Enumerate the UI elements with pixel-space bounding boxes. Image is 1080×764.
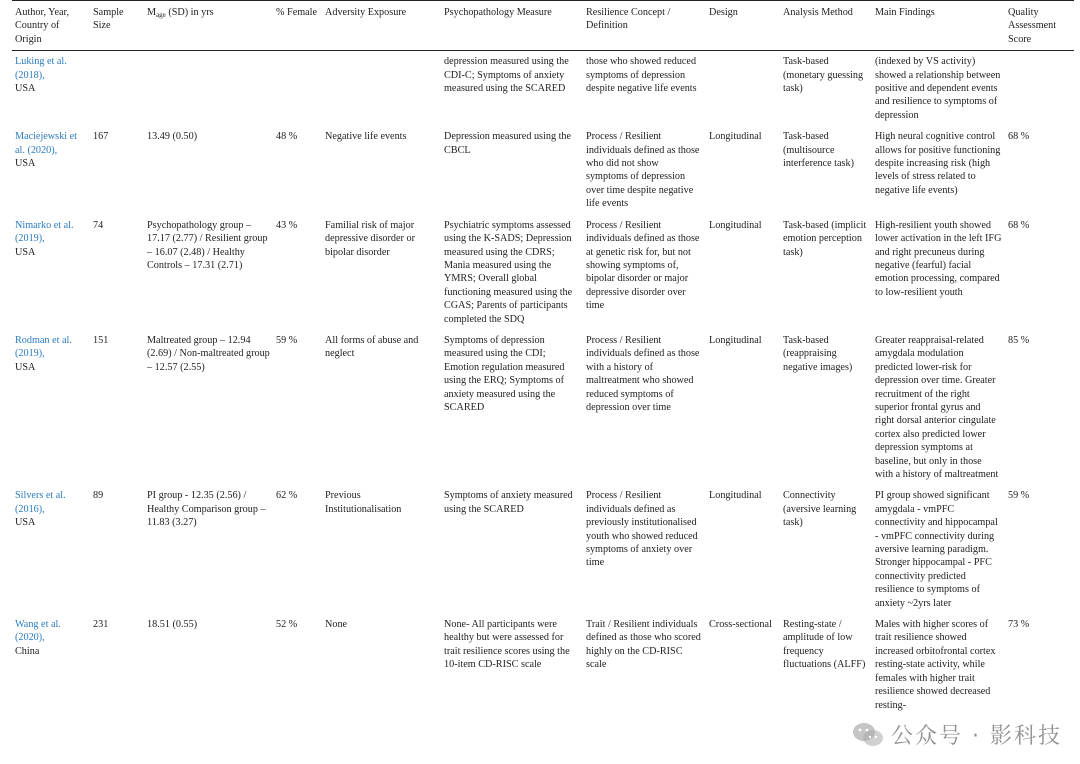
table-row — [12, 485, 1074, 614]
cell-quality — [1005, 51, 1074, 127]
cell-adversity: Previous Institutionalisation — [325, 490, 402, 515]
cell-sample-size: 231 — [93, 619, 109, 631]
cell-psychopathology: depression measured using the CDI-C; Symptoms of anxiety measured using the SCARED — [444, 56, 569, 95]
country-text: USA — [15, 246, 36, 258]
cell-findings: PI group showed significant amygdala - vmPFC connectivity and hippocampal - vmPFC connectivity during aversive learning paradigm. Stronger hippocampal - PFC connectivity predicted resilience to symptoms of anxiety ~2yrs later — [875, 490, 998, 609]
header-psychopathology: Psychopathology Measure — [441, 1, 583, 51]
cell-female: 59 % — [276, 334, 298, 346]
header-sample-size: Sample Size — [90, 1, 144, 51]
cell-psychopathology: Psychiatric symptoms assessed using the K-SADS; Depression measured using the CDRS; Mania measured using the YMRS; Overall global functioning measured using the CGAS; Parents of participants completed the SDQ — [444, 219, 573, 325]
cell-age: PI group - 12.35 (2.56) / Healthy Comparison group – 11.83 (3.27) — [147, 490, 266, 529]
cell-female: 48 % — [276, 131, 298, 143]
header-adversity: Adversity Exposure — [322, 1, 441, 51]
cell-sample-size: 151 — [93, 334, 109, 346]
table-row — [12, 126, 1074, 214]
cell-adversity — [322, 51, 441, 127]
cell-author — [12, 614, 90, 716]
cell-author — [12, 485, 90, 614]
cell-female: 43 % — [276, 219, 298, 231]
header-age-sub: age — [156, 11, 166, 19]
country-text: USA — [15, 83, 36, 95]
author-citation-link[interactable]: Silvers et al. (2016), — [15, 490, 66, 515]
watermark-text: 公众号 · 影科技 — [891, 724, 1062, 749]
cell-quality: 59 % — [1008, 490, 1030, 502]
header-analysis: Analysis Method — [780, 1, 872, 51]
cell-female: 52 % — [276, 619, 298, 631]
country-text: USA — [15, 517, 36, 529]
cell-female — [273, 51, 322, 127]
wechat-icon — [851, 721, 885, 749]
cell-quality: 73 % — [1008, 619, 1030, 631]
cell-adversity: All forms of abuse and neglect — [325, 334, 419, 360]
cell-psychopathology: None- All participants were healthy but were assessed for trait resilience scores using the 10-item CD-RISC scale — [444, 619, 570, 671]
cell-analysis: Task-based (monetary guessing task) — [783, 56, 864, 95]
cell-analysis: Task-based (multisource interference task) — [783, 131, 854, 170]
cell-resilience: Process / Resilient individuals defined as those who did not show symptoms of depression over time despite negative life events — [586, 131, 700, 210]
table-row — [12, 330, 1074, 485]
cell-sample-size: 74 — [93, 219, 104, 231]
cell-quality: 68 % — [1008, 219, 1030, 231]
cell-design: Longitudinal — [709, 334, 762, 346]
cell-quality: 85 % — [1008, 334, 1030, 346]
cell-design: Cross-sectional — [709, 619, 772, 631]
cell-sample-size: 167 — [93, 131, 109, 143]
cell-resilience: Process / Resilient individuals defined as previously institutionalised youth who showed reduced symptoms of anxiety over time — [586, 490, 698, 569]
cell-female: 62 % — [276, 490, 298, 502]
cell-quality: 68 % — [1008, 131, 1030, 143]
table-header-row — [12, 1, 1074, 51]
table-row — [12, 51, 1074, 127]
cell-adversity: Negative life events — [325, 131, 407, 143]
table-row — [12, 215, 1074, 330]
cell-age: 18.51 (0.55) — [147, 619, 198, 631]
table-row — [12, 614, 1074, 716]
cell-analysis: Resting-state / amplitude of low frequency fluctuations (ALFF) — [783, 619, 866, 671]
cell-findings: High neural cognitive control allows for positive functioning despite increasing risk (high levels of stress related to negative life events) — [875, 131, 1001, 196]
cell-design — [706, 51, 780, 127]
country-text: USA — [15, 361, 36, 373]
cell-sample-size — [90, 51, 144, 127]
cell-resilience: Process / Resilient individuals defined as those at genetic risk for, but not showing symptoms of, bipolar disorder or major depressive disorder over time — [586, 219, 700, 312]
header-female: % Female — [273, 1, 322, 51]
cell-author — [12, 126, 90, 214]
country-text: China — [15, 645, 40, 657]
cell-resilience: those who showed reduced symptoms of depression despite negative life events — [586, 56, 697, 95]
country-text: USA — [15, 158, 36, 170]
header-quality: Quality Assessment Score — [1005, 1, 1074, 51]
cell-author — [12, 330, 90, 485]
header-design: Design — [706, 1, 780, 51]
cell-adversity: None — [325, 619, 348, 631]
cell-age — [144, 51, 273, 127]
header-age-prefix: M — [147, 7, 157, 18]
cell-analysis: Task-based (reappraising negative images) — [783, 334, 853, 373]
header-author: Author, Year, Country of Origin — [12, 1, 90, 51]
cell-author — [12, 51, 90, 127]
author-citation-link[interactable]: Rodman et al. (2019), — [15, 334, 72, 360]
author-citation-link[interactable]: Luking et al. (2018), — [15, 56, 67, 81]
cell-design: Longitudinal — [709, 490, 762, 502]
author-citation-link[interactable]: Wang et al. (2020), — [15, 619, 61, 644]
literature-table — [12, 0, 1074, 716]
cell-analysis: Task-based (implicit emotion perception task) — [783, 219, 867, 258]
cell-findings: Males with higher scores of trait resilience showed increased orbitofrontal cortex resting-state activity, while females with higher trait resilience showed decreased resting- — [875, 619, 996, 711]
cell-author — [12, 215, 90, 330]
cell-design: Longitudinal — [709, 219, 762, 231]
cell-psychopathology: Symptoms of depression measured using the CDI; Emotion regulation measured using the ERQ; Symptoms of anxiety measured using the SCARED — [444, 334, 565, 413]
cell-adversity: Familial risk of major depressive disorder or bipolar disorder — [325, 219, 415, 258]
cell-age: Maltreated group – 12.94 (2.69) / Non-maltreated group – 12.57 (2.55) — [147, 334, 270, 373]
header-age-suffix: (SD) in yrs — [165, 7, 214, 18]
cell-sample-size: 89 — [93, 490, 104, 502]
header-findings: Main Findings — [872, 1, 1005, 51]
cell-design: Longitudinal — [709, 131, 762, 143]
cell-resilience: Trait / Resilient individuals defined as those who scored highly on the CD-RISC scale — [586, 619, 701, 671]
watermark — [851, 719, 1062, 750]
cell-findings: High-resilient youth showed lower activation in the left IFG and right precuneus during negative (fearful) facial emotion processing, compared to low-resilient youth — [875, 219, 1002, 298]
header-age — [144, 1, 273, 51]
cell-resilience: Process / Resilient individuals defined as those with a history of maltreatment who showed reduced symptoms of depression over time — [586, 334, 700, 413]
cell-findings: (indexed by VS activity) showed a relationship between positive and dependent events and resilience to symptoms of depression — [875, 56, 1001, 121]
cell-analysis: Connectivity (aversive learning task) — [783, 490, 857, 529]
cell-psychopathology: Depression measured using the CBCL — [444, 131, 572, 156]
author-citation-link[interactable]: Maciejewski et al. (2020), — [15, 131, 77, 156]
cell-findings: Greater reappraisal-related amygdala modulation predicted lower-risk for depression over time. Greater recruitment of the right superior frontal gyrus and right dorsal anterior cingulate cortex also predicted lower depression symptoms at baseline, but only in those with a history of maltreatment — [875, 334, 999, 480]
author-citation-link[interactable]: Nimarko et al. (2019), — [15, 219, 74, 245]
cell-age: Psychopathology group – 17.17 (2.77) / Resilient group – 16.07 (2.48) / Healthy Controls – 17.31 (2.71) — [147, 219, 268, 271]
cell-age: 13.49 (0.50) — [147, 131, 198, 143]
cell-psychopathology: Symptoms of anxiety measured using the SCARED — [444, 490, 573, 515]
header-resilience: Resilience Concept / Definition — [583, 1, 706, 51]
